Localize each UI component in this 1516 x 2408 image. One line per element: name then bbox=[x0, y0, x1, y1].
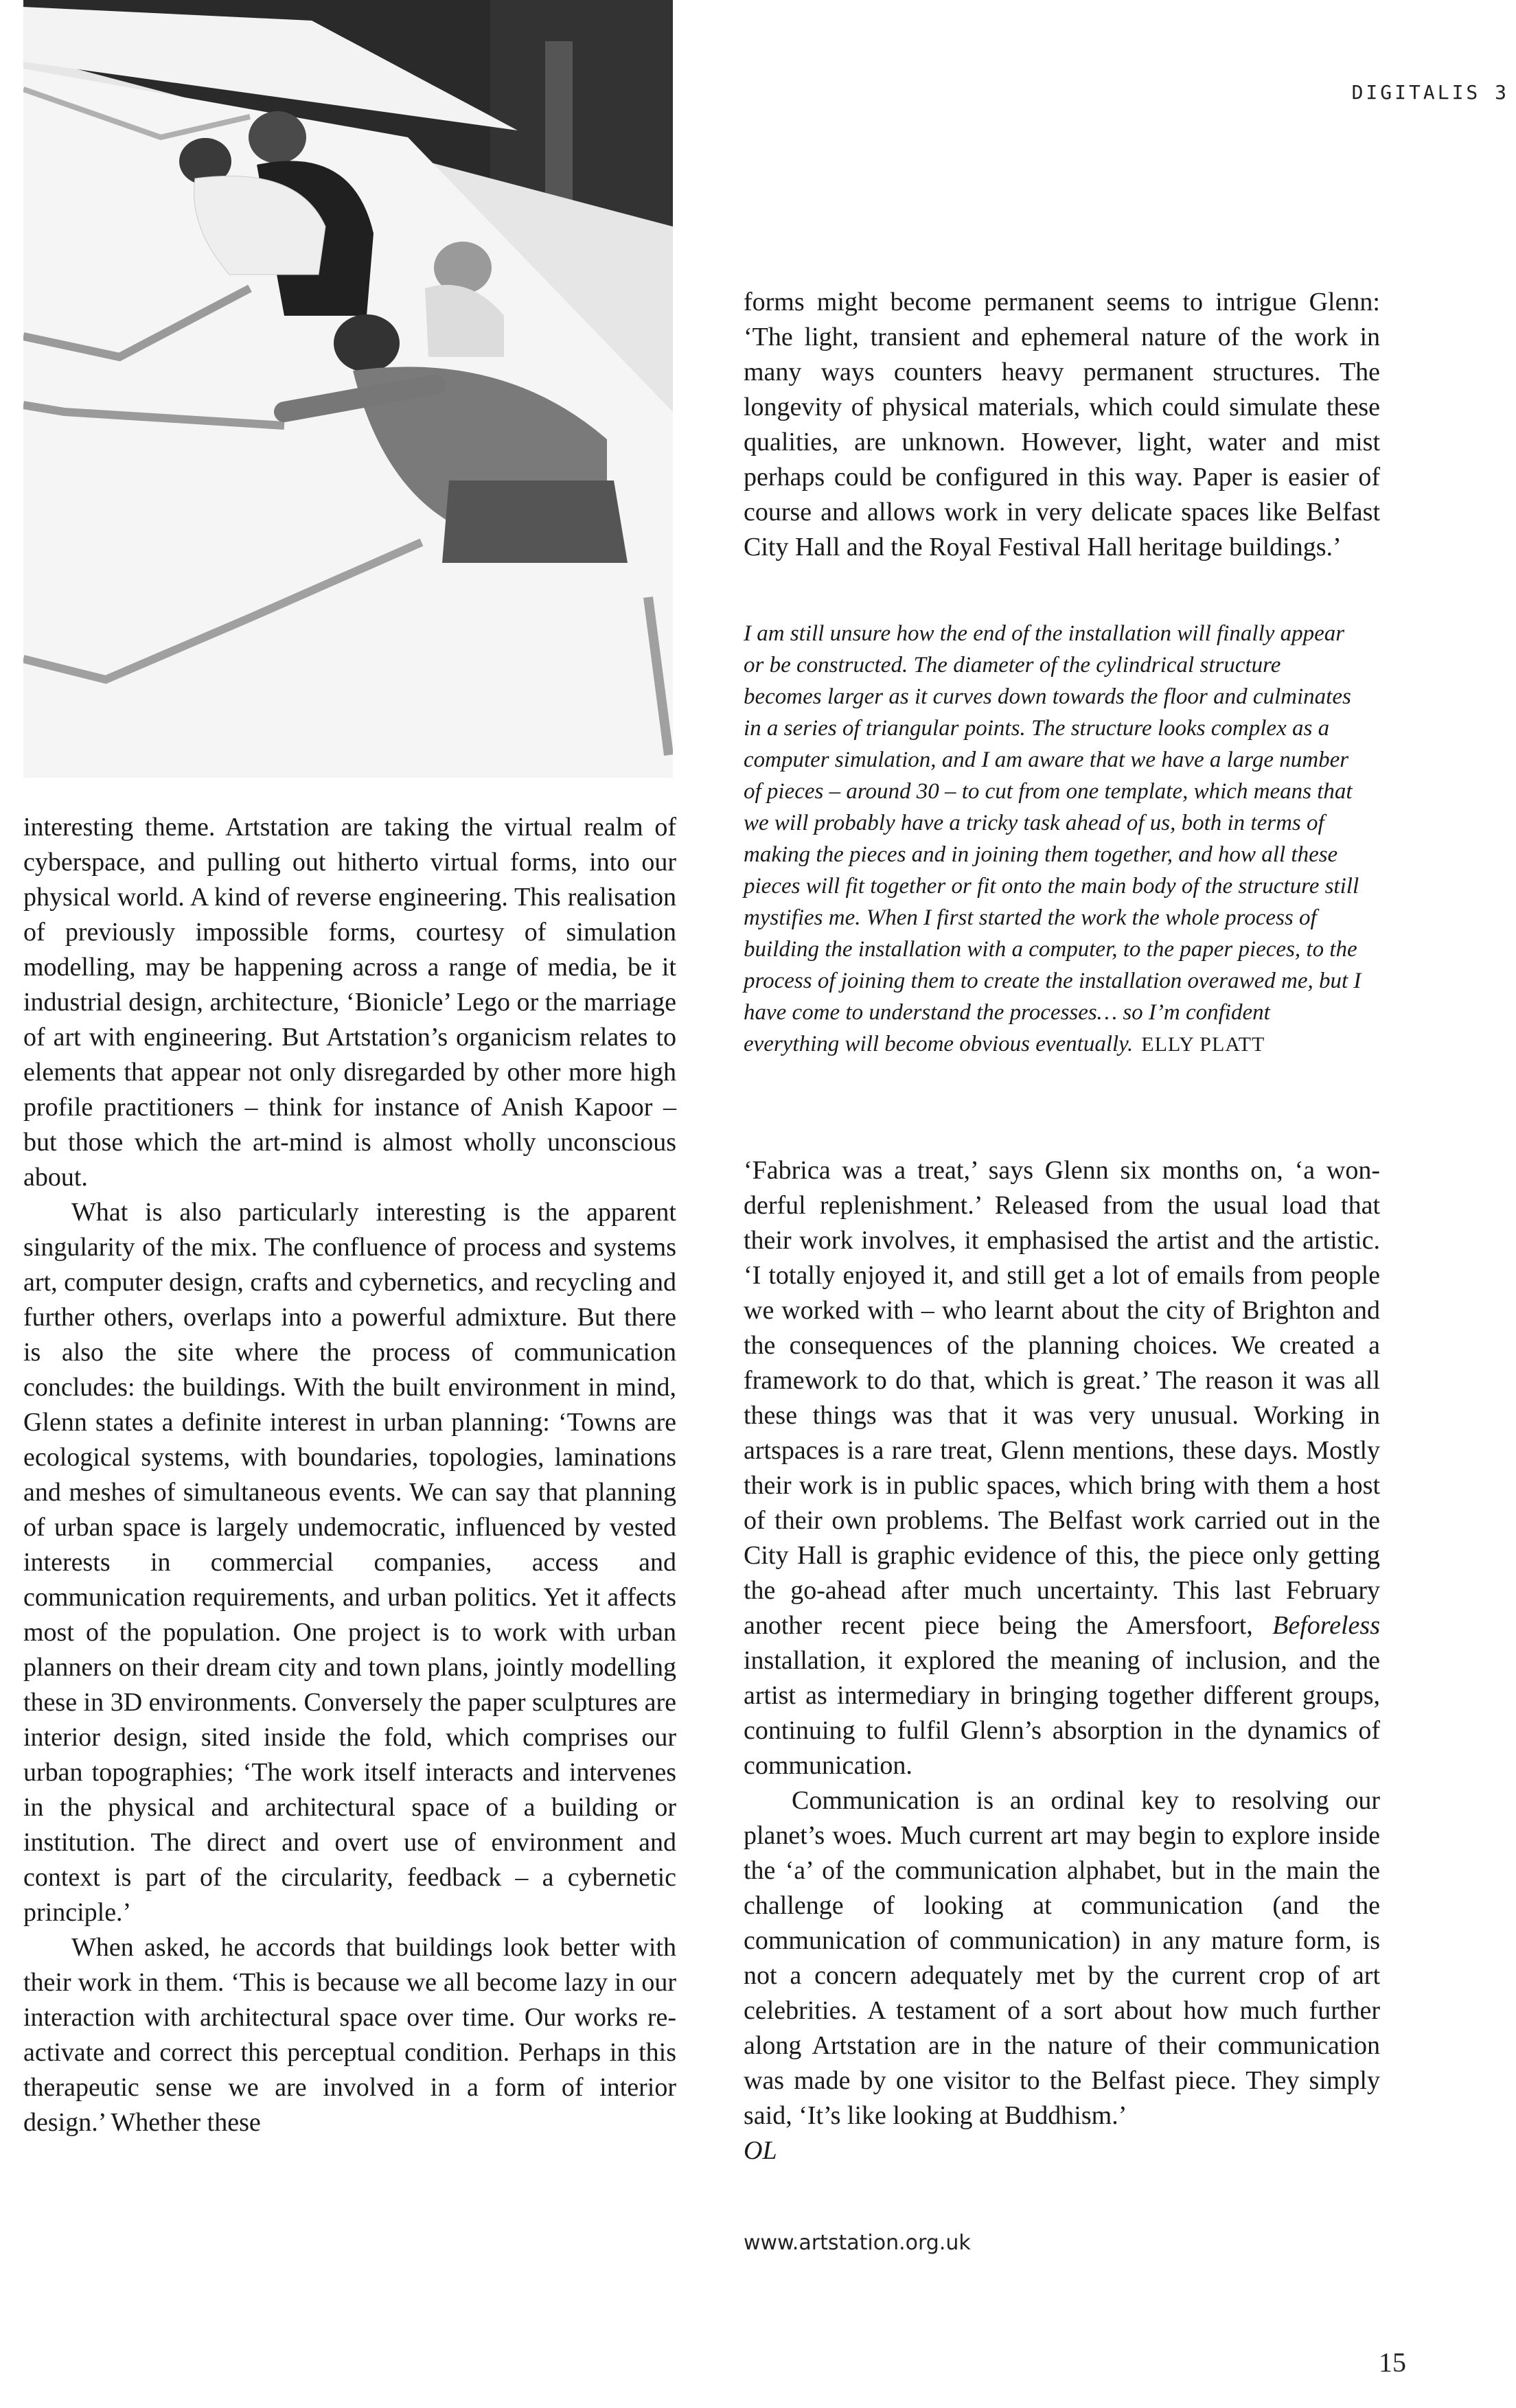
artwork-title: Beforeless bbox=[1272, 1611, 1380, 1640]
website-link[interactable]: www.artstation.org.uk bbox=[744, 2231, 971, 2255]
right-top-paragraph: forms might become permanent seems to intrigue Glenn: ‘The light, transient and ephemeral nature of the work in many ways counters heavy permanent structures. The longevity of physical materials, which could simulate these qualities, are unknown. However, light, water and mist perhaps could be configured in this way. Paper is easier of course and allows work in very delicate spaces like Belfast City Hall and the Royal Festival Hall heritage buildings.’ bbox=[744, 288, 1380, 562]
right-column-bottom bbox=[744, 1153, 1380, 2168]
photo-person-legs bbox=[442, 481, 628, 563]
left-paragraph-2: What is also particularly interesting is the apparent singularity of the mix. The confluence of process and systems art, computer design, crafts and cybernetics, and recycling and further others, overlaps into a powerful admixture. But there is also the site where the process of communication concludes: the buildings. With the built environment in mind, Glenn states a definite interest in urban planning: ‘Towns are ecological systems, with boundaries, topologies, laminations and meshes of simultaneous events. We can say that planning of urban space is largely undemocratic, influenced by vested interests in commercial companies, access and communication requirements, and urban politics. Yet it affects most of the population. One project is to work with urban planners on their dream city and town plans, jointly modelling these in 3D environments. Conversely the paper sculptures are interior design, sited inside the fold, which comprises our urban topographies; ‘The work itself interacts and intervenes in the physical and architectural space of a building or institution. The direct and overt use of environment and context is part of the circularity, feedback – a cybernetic principle.’ bbox=[23, 1198, 676, 1927]
left-paragraph-1: interesting theme. Artstation are taking the virtual realm of cyberspace, and pulling out hitherto virtual forms, into our physical world. A kind of reverse engineering. This realisation of previously impossible forms, courtesy of simulation modelling, may be happening across a range of media, be it industrial design, architecture, ‘Bionicle’ Lego or the marriage of art with engineering. But Artstation’s organicism relates to elements that appear not only disregarded by other more high profile practitioners – think for instance of Anish Kapoor – but those which the art-mind is almost wholly unconscious about. bbox=[23, 813, 676, 1192]
page-number: 15 bbox=[1379, 2347, 1406, 2378]
right-paragraph-2: Communication is an ordinal key to resolving our planet’s woes. Much current art may begin to explore inside the ‘a’ of the communication alphabet, but in the main the challenge of looking at communication (and the communication of communication) in any mature form, is not a concern adequately met by the current crop of art celebrities. A testament of a sort about how much further along Artstation are in the nature of their communication was made by one visitor to the Belfast piece. They simply said, ‘It’s like looking at Buddhism.’ bbox=[744, 1786, 1380, 2130]
right-paragraph-1-text: ‘Fabrica was a treat,’ says Glenn six months on, ‘a wonderful replenishment.’ Released from the usual load that their work involves, it emphasised the artist and the artistic. ‘I totally enjoyed it, and still get a lot of emails from people we worked with – who learnt about the city of Brighton and the consequences of the planning choices. We created a framework to do that, which is great.’ The reason it was all these things was that it was very unusual. Working in artspaces is a rare treat, Glenn mentions, these days. Mostly their work is in public spaces, which bring with them a host of their own problems. The Belfast work carried out in the City Hall is graphic evidence of this, the piece only getting the go-ahead after much uncertainty. This last February another recent piece being the Amersfoort, bbox=[744, 1156, 1380, 1640]
pull-quote bbox=[744, 618, 1362, 1061]
installation-photo bbox=[23, 0, 673, 778]
photo-person-head bbox=[334, 314, 400, 372]
pull-quote-attribution: ELLY PLATT bbox=[1141, 1033, 1265, 1056]
author-initials: OL bbox=[744, 2136, 777, 2165]
left-paragraph-3: When asked, he accords that buildings look better with their work in them. ‘This is because we all become lazy in our interaction with architectural space over time. Our works re-activate and correct this perceptual condition. Perhaps in this therapeutic sense we are involved in a form of interior design.’ Whether these bbox=[23, 1933, 676, 2137]
right-paragraph-1 bbox=[744, 1153, 1380, 1783]
right-column-top bbox=[744, 285, 1380, 565]
left-column bbox=[23, 810, 676, 2140]
photo-illustration bbox=[23, 0, 673, 778]
right-paragraph-1-continuation: installation, it explored the meaning of inclusion, and the artist as intermediary in bringing together different groups, continuing to fulfil Glenn’s absorption in the dynamics of communication. bbox=[744, 1646, 1380, 1780]
running-head: DIGITALIS 3 bbox=[1351, 81, 1509, 104]
pull-quote-text: I am still unsure how the end of the installation will finally appear or be constructed. The diameter of the cylindrical structure becomes larger as it curves down towards the floor and culminates in a series of triangular points. The structure looks complex as a computer simulation, and I am aware that we have a large number of pieces – around 30 – to cut from one template, which means that we will probably have a tricky task ahead of us, both in terms of making the pieces and in joining them together, and how all these pieces will fit together or fit onto the main body of the structure still mystifies me. When I first started the work the whole process of building the installation with a computer, to the paper pieces, to the process of joining them to create the installation overawed me, but I have come to understand the processes… so I’m confident everything will become obvious eventually. bbox=[744, 621, 1362, 1056]
photo-person-head bbox=[249, 111, 306, 163]
